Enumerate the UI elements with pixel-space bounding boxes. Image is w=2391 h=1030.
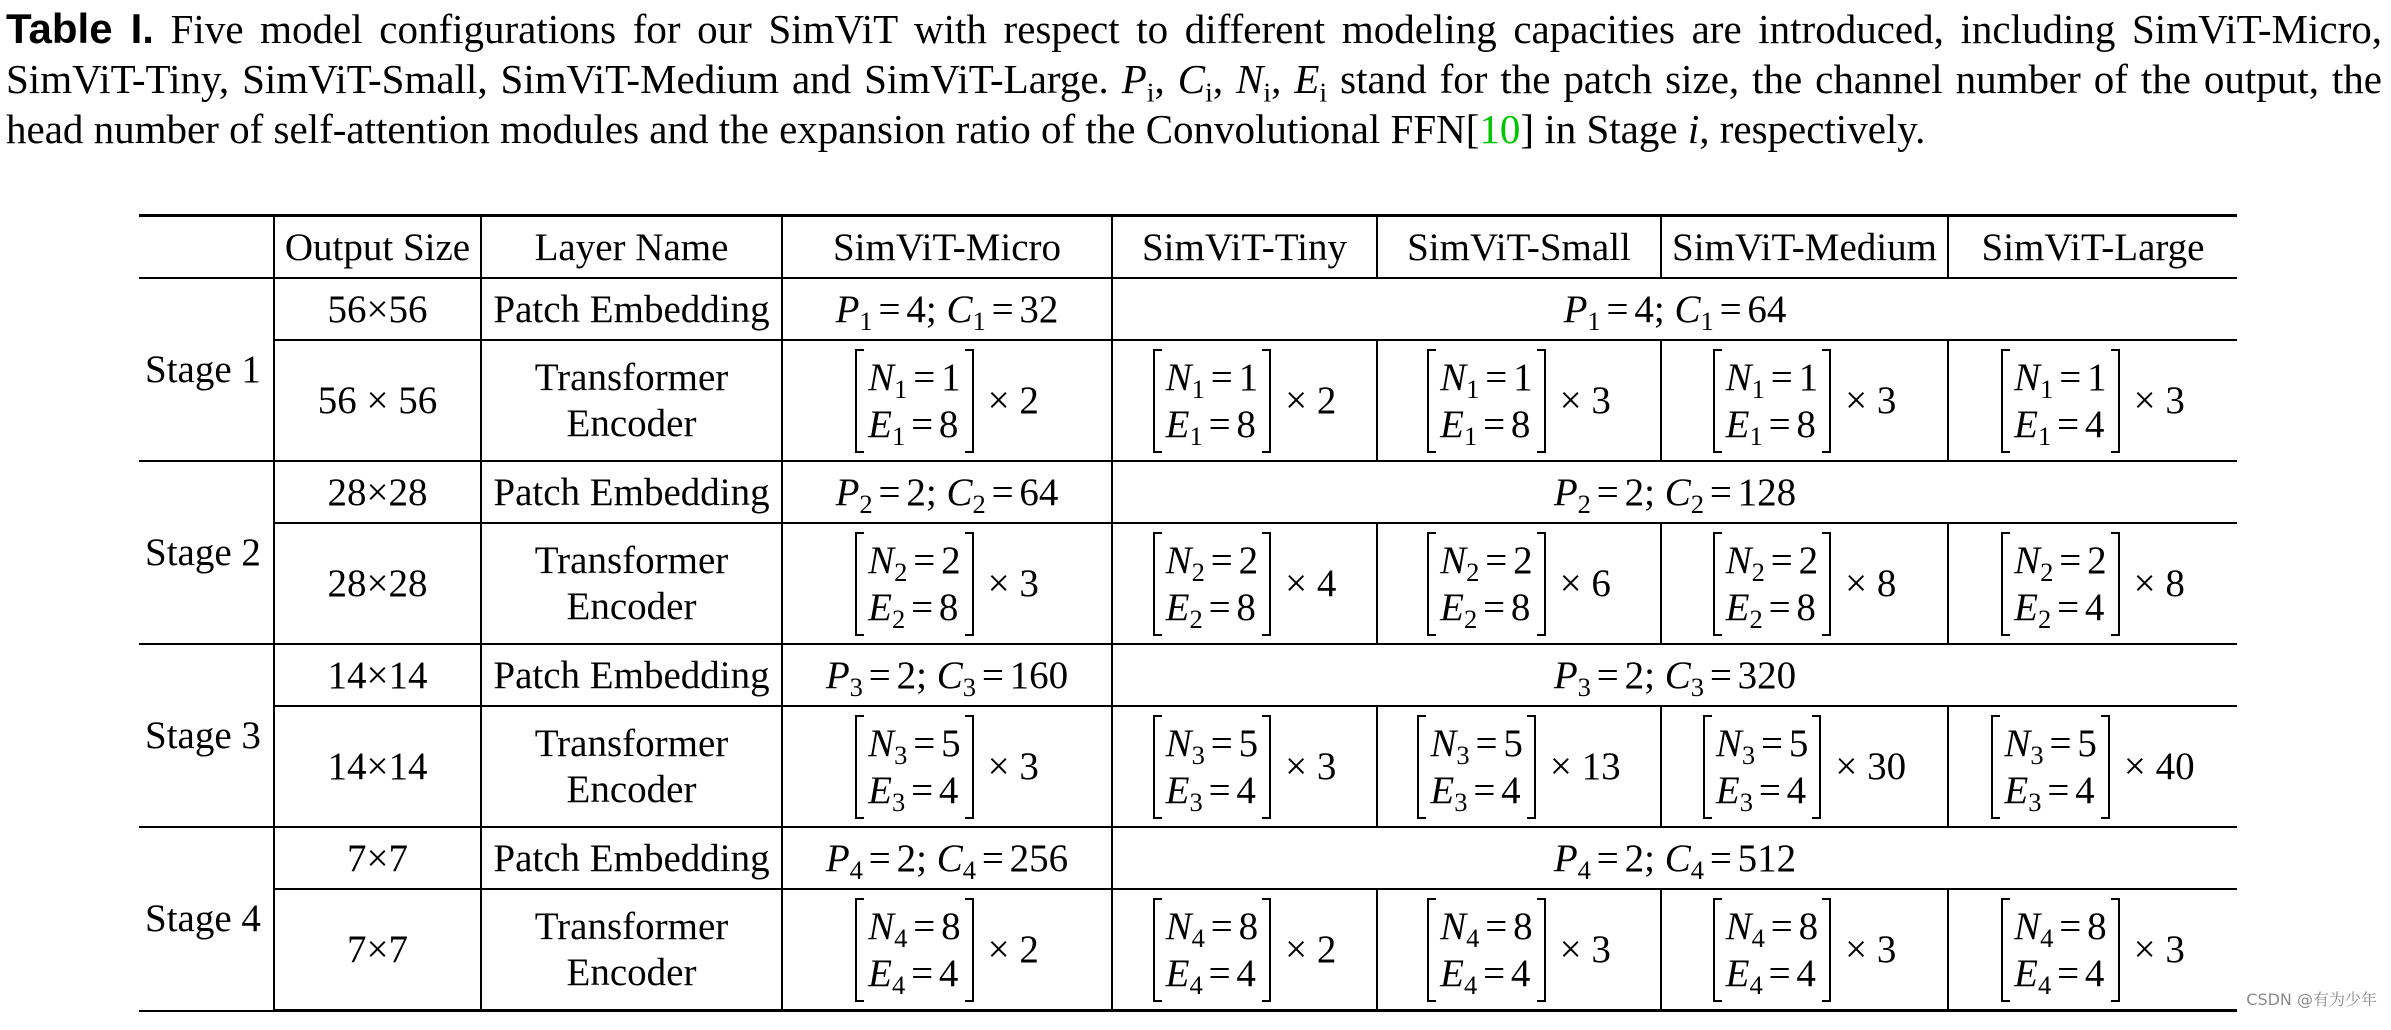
bracket-matrix: $N_2 = 2$ $E_2 = 8$ — [1153, 532, 1271, 636]
head-number-value: 2 — [1513, 538, 1533, 582]
expansion-ratio-value: 8 — [1510, 402, 1531, 446]
right-bracket — [965, 715, 974, 819]
encoder-config-cell — [1112, 523, 1377, 644]
bracket-matrix: $N_3 = 5$ $E_3 = 4$ — [1153, 715, 1271, 819]
encoder-config-cell — [1377, 523, 1661, 644]
encoder-config-cell — [1112, 706, 1377, 827]
layer-name-cell: Transformer Encoder — [481, 889, 782, 1011]
bracket-matrix: $N_1 = 1$ $E_1 = 8$ — [855, 349, 973, 453]
table-row-patch-embedding — [139, 278, 2237, 340]
expansion-ratio-value: 8 — [1236, 402, 1256, 446]
left-bracket — [855, 532, 864, 636]
left-bracket — [1991, 715, 2000, 819]
right-bracket — [2111, 349, 2120, 453]
bracket-matrix: $N_4 = 8$ $E_4 = 4$ — [855, 898, 973, 1002]
header-simvit-tiny: SimViT-Tiny — [1112, 216, 1377, 279]
stage-label: Stage 1 — [139, 278, 274, 461]
header-simvit-small: SimViT-Small — [1377, 216, 1661, 279]
bracket-matrix: $N_1 = 1$ $E_1 = 8$ — [1153, 349, 1271, 453]
channel-value: 32 — [1019, 287, 1059, 331]
patch-config-micro: $P_4 = 2$; $C_4 = 256$ — [782, 827, 1112, 889]
output-size-cell: 14×14 — [274, 706, 481, 827]
config-table — [139, 214, 2237, 1012]
patch-config-micro: $P_1 = 4$; $C_1 = 32$ — [782, 278, 1112, 340]
table-row-transformer-encoder — [139, 523, 2237, 644]
table-row-patch-embedding — [139, 461, 2237, 523]
patch-size-value: 2 — [896, 653, 917, 697]
encoder-config-cell — [782, 706, 1112, 827]
encoder-config-cell — [782, 340, 1112, 461]
header-row — [139, 216, 2237, 279]
bracket-matrix: $N_2 = 2$ $E_2 = 8$ — [1427, 532, 1545, 636]
head-number-value: 2 — [941, 538, 961, 582]
bracket-matrix: $N_4 = 8$ $E_4 = 4$ — [1713, 898, 1831, 1002]
repeat-count: × 6 — [1559, 562, 1611, 605]
right-bracket — [965, 532, 974, 636]
head-number-value: 5 — [1238, 721, 1259, 765]
caption-text-1: Five model configurations for our SimViT with respect to different modeling capacities are introduced, including SimViT-Micro, SimViT-Tiny, SimViT-Small, SimViT-Medium and SimViT-Large. — [6, 6, 2383, 102]
right-bracket — [1537, 349, 1546, 453]
bracket-matrix: $N_4 = 8$ $E_4 = 4$ — [1427, 898, 1545, 1002]
encoder-config-cell — [1661, 706, 1948, 827]
bracket-matrix: $N_2 = 2$ $E_2 = 8$ — [1713, 532, 1831, 636]
output-size-cell: 7×7 — [274, 889, 481, 1011]
channel-value: 160 — [1009, 653, 1069, 697]
repeat-count: × 3 — [1845, 928, 1897, 971]
left-bracket — [1427, 898, 1436, 1002]
repeat-count: × 3 — [2133, 379, 2185, 422]
bracket-matrix: $N_1 = 1$ $E_1 = 8$ — [1713, 349, 1831, 453]
left-bracket — [1427, 349, 1436, 453]
repeat-count: × 2 — [1285, 379, 1337, 422]
left-bracket — [1713, 898, 1722, 1002]
patch-config-micro: $P_3 = 2$; $C_3 = 160$ — [782, 644, 1112, 706]
layer-name-cell: Transformer Encoder — [481, 523, 782, 644]
patch-config-micro: $P_2 = 2$; $C_2 = 64$ — [782, 461, 1112, 523]
left-bracket — [1153, 532, 1162, 636]
encoder-config-cell — [1948, 706, 2237, 827]
head-number-value: 2 — [1798, 538, 1819, 582]
bracket-matrix: $N_3 = 5$ $E_3 = 4$ — [1991, 715, 2109, 819]
repeat-count: × 3 — [987, 562, 1039, 605]
encoder-config-cell — [1661, 340, 1948, 461]
layer-name-cell: Patch Embedding — [481, 644, 782, 706]
bracket-matrix: $N_1 = 1$ $E_1 = 4$ — [2001, 349, 2119, 453]
header-layer-name: Layer Name — [481, 216, 782, 279]
repeat-count: × 4 — [1285, 562, 1337, 605]
head-number-value: 5 — [1788, 721, 1809, 765]
left-bracket — [1703, 715, 1712, 819]
expansion-ratio-value: 8 — [1796, 585, 1816, 629]
table-row-transformer-encoder — [139, 340, 2237, 461]
expansion-ratio-value: 4 — [2084, 402, 2105, 446]
output-size-cell: 7×7 — [274, 827, 481, 889]
caption-text-2: stand for the patch size, the channel number of the output, the head number of self-attention modules and the expansion ratio of the Convolutional FFN[ — [6, 56, 2382, 152]
repeat-count: × 2 — [987, 928, 1039, 971]
repeat-count: × 2 — [1285, 928, 1337, 971]
expansion-ratio-value: 4 — [2084, 951, 2105, 995]
right-bracket — [1262, 532, 1271, 636]
table-row-transformer-encoder — [139, 889, 2237, 1011]
head-number-value: 5 — [941, 721, 961, 765]
patch-size-value: 2 — [1624, 653, 1645, 697]
left-bracket — [2001, 349, 2010, 453]
head-number-value: 5 — [2077, 721, 2097, 765]
expansion-ratio-value: 4 — [2075, 768, 2095, 812]
head-number-value: 2 — [1238, 538, 1259, 582]
repeat-count: × 3 — [1285, 745, 1337, 788]
repeat-count: × 2 — [987, 379, 1039, 422]
encoder-config-cell — [1377, 889, 1661, 1011]
repeat-count: × 8 — [2133, 562, 2185, 605]
repeat-count: × 8 — [1845, 562, 1897, 605]
encoder-config-cell — [782, 889, 1112, 1011]
left-bracket — [855, 715, 864, 819]
head-number-value: 2 — [2087, 538, 2107, 582]
channel-value: 512 — [1737, 836, 1797, 880]
head-number-value: 8 — [1238, 904, 1259, 948]
patch-config-shared: $P_2 = 2$; $C_2 = 128$ — [1112, 461, 2237, 523]
patch-size-value: 2 — [896, 836, 917, 880]
left-bracket — [1713, 532, 1722, 636]
right-bracket — [965, 898, 974, 1002]
left-bracket — [2001, 532, 2010, 636]
bracket-matrix: $N_3 = 5$ $E_3 = 4$ — [1417, 715, 1535, 819]
head-number-value: 1 — [1238, 355, 1259, 399]
left-bracket — [2001, 898, 2010, 1002]
repeat-count: × 13 — [1549, 745, 1621, 788]
bracket-matrix: $N_3 = 5$ $E_3 = 4$ — [855, 715, 973, 819]
expansion-ratio-value: 4 — [1786, 768, 1807, 812]
output-size-cell: 28×28 — [274, 461, 481, 523]
left-bracket — [1153, 715, 1162, 819]
expansion-ratio-value: 4 — [938, 768, 959, 812]
expansion-ratio-value: 8 — [1796, 402, 1816, 446]
bracket-matrix: $N_2 = 2$ $E_2 = 4$ — [2001, 532, 2119, 636]
header-simvit-large: SimViT-Large — [1948, 216, 2237, 279]
repeat-count: × 40 — [2123, 745, 2195, 788]
right-bracket — [1262, 898, 1271, 1002]
expansion-ratio-value: 8 — [938, 402, 959, 446]
repeat-count: × 3 — [987, 745, 1039, 788]
expansion-ratio-value: 4 — [1501, 768, 1521, 812]
right-bracket — [2101, 715, 2110, 819]
output-size-cell: 56 × 56 — [274, 340, 481, 461]
patch-size-value: 2 — [906, 470, 926, 514]
header-simvit-micro: SimViT-Micro — [782, 216, 1112, 279]
repeat-count: × 3 — [1559, 379, 1611, 422]
output-size-cell: 28×28 — [274, 523, 481, 644]
channel-value: 64 — [1019, 470, 1059, 514]
citation-link[interactable]: 10 — [1479, 106, 1521, 152]
expansion-ratio-value: 8 — [1510, 585, 1531, 629]
layer-name-cell: Patch Embedding — [481, 278, 782, 340]
repeat-count: × 3 — [2133, 928, 2185, 971]
patch-size-value: 4 — [1634, 287, 1654, 331]
right-bracket — [2111, 898, 2120, 1002]
head-number-value: 8 — [1513, 904, 1533, 948]
expansion-ratio-value: 8 — [1236, 585, 1256, 629]
head-number-value: 1 — [1798, 355, 1819, 399]
head-number-value: 1 — [2087, 355, 2107, 399]
right-bracket — [1527, 715, 1536, 819]
expansion-ratio-value: 4 — [938, 951, 959, 995]
right-bracket — [1822, 898, 1831, 1002]
expansion-ratio-value: 4 — [1510, 951, 1531, 995]
encoder-config-cell — [1948, 340, 2237, 461]
patch-config-shared: $P_4 = 2$; $C_4 = 512$ — [1112, 827, 2237, 889]
layer-name-cell: Transformer Encoder — [481, 706, 782, 827]
encoder-config-cell — [1377, 706, 1661, 827]
repeat-count: × 30 — [1835, 745, 1907, 788]
repeat-count: × 3 — [1845, 379, 1897, 422]
right-bracket — [1812, 715, 1821, 819]
header-empty — [139, 216, 274, 279]
right-bracket — [1822, 349, 1831, 453]
patch-config-shared: $P_3 = 2$; $C_3 = 320$ — [1112, 644, 2237, 706]
repeat-count: × 3 — [1559, 928, 1611, 971]
expansion-ratio-value: 4 — [1236, 951, 1256, 995]
encoder-config-cell — [1112, 340, 1377, 461]
right-bracket — [1537, 898, 1546, 1002]
output-size-cell: 14×14 — [274, 644, 481, 706]
head-number-value: 5 — [1503, 721, 1523, 765]
right-bracket — [1822, 532, 1831, 636]
caption-text-3: ] in Stage — [1520, 106, 1688, 152]
head-number-value: 8 — [941, 904, 961, 948]
head-number-value: 1 — [1513, 355, 1533, 399]
channel-value: 256 — [1009, 836, 1069, 880]
encoder-config-cell — [1948, 523, 2237, 644]
right-bracket — [1262, 349, 1271, 453]
patch-size-value: 2 — [1624, 836, 1645, 880]
table-row-patch-embedding — [139, 827, 2237, 889]
encoder-config-cell — [1112, 889, 1377, 1011]
encoder-config-cell — [1377, 340, 1661, 461]
patch-config-shared: $P_1 = 4$; $C_1 = 64$ — [1112, 278, 2237, 340]
output-size-cell: 56×56 — [274, 278, 481, 340]
head-number-value: 8 — [1798, 904, 1819, 948]
patch-size-value: 2 — [1624, 470, 1645, 514]
encoder-config-cell — [1661, 889, 1948, 1011]
right-bracket — [1537, 532, 1546, 636]
bracket-matrix: $N_1 = 1$ $E_1 = 8$ — [1427, 349, 1545, 453]
bracket-matrix: $N_4 = 8$ $E_4 = 4$ — [2001, 898, 2119, 1002]
stage-label: Stage 2 — [139, 461, 274, 644]
channel-value: 64 — [1747, 287, 1787, 331]
left-bracket — [1417, 715, 1426, 819]
expansion-ratio-value: 8 — [938, 585, 959, 629]
table-row-patch-embedding — [139, 644, 2237, 706]
left-bracket — [855, 349, 864, 453]
table-caption — [6, 4, 2382, 154]
caption-math-i: i — [1687, 106, 1700, 152]
expansion-ratio-value: 4 — [1796, 951, 1816, 995]
bracket-matrix: $N_2 = 2$ $E_2 = 8$ — [855, 532, 973, 636]
head-number-value: 1 — [941, 355, 961, 399]
stage-label: Stage 4 — [139, 827, 274, 1011]
watermark: CSDN @有为少年 — [2246, 990, 2377, 1009]
left-bracket — [1153, 349, 1162, 453]
channel-value: 320 — [1737, 653, 1797, 697]
caption-text-4: , respectively. — [1699, 106, 1926, 152]
header-simvit-medium: SimViT-Medium — [1661, 216, 1948, 279]
stage-label: Stage 3 — [139, 644, 274, 827]
expansion-ratio-value: 4 — [2084, 585, 2105, 629]
channel-value: 128 — [1737, 470, 1797, 514]
head-number-value: 8 — [2087, 904, 2107, 948]
right-bracket — [965, 349, 974, 453]
left-bracket — [1427, 532, 1436, 636]
encoder-config-cell — [782, 523, 1112, 644]
layer-name-cell: Patch Embedding — [481, 827, 782, 889]
table-row-transformer-encoder — [139, 706, 2237, 827]
left-bracket — [855, 898, 864, 1002]
bracket-matrix: $N_3 = 5$ $E_3 = 4$ — [1703, 715, 1821, 819]
layer-name-cell: Patch Embedding — [481, 461, 782, 523]
expansion-ratio-value: 4 — [1236, 768, 1256, 812]
right-bracket — [1262, 715, 1271, 819]
encoder-config-cell — [1948, 889, 2237, 1011]
left-bracket — [1713, 349, 1722, 453]
header-output-size: Output Size — [274, 216, 481, 279]
caption-tag: Table I. — [6, 5, 154, 52]
bracket-matrix: $N_4 = 8$ $E_4 = 4$ — [1153, 898, 1271, 1002]
right-bracket — [2111, 532, 2120, 636]
caption-math-symbols: $P_i$, $C_i$, $N_i$, $E_i$ — [1121, 56, 1328, 109]
patch-size-value: 4 — [906, 287, 926, 331]
left-bracket — [1153, 898, 1162, 1002]
layer-name-cell: Transformer Encoder — [481, 340, 782, 461]
encoder-config-cell — [1661, 523, 1948, 644]
